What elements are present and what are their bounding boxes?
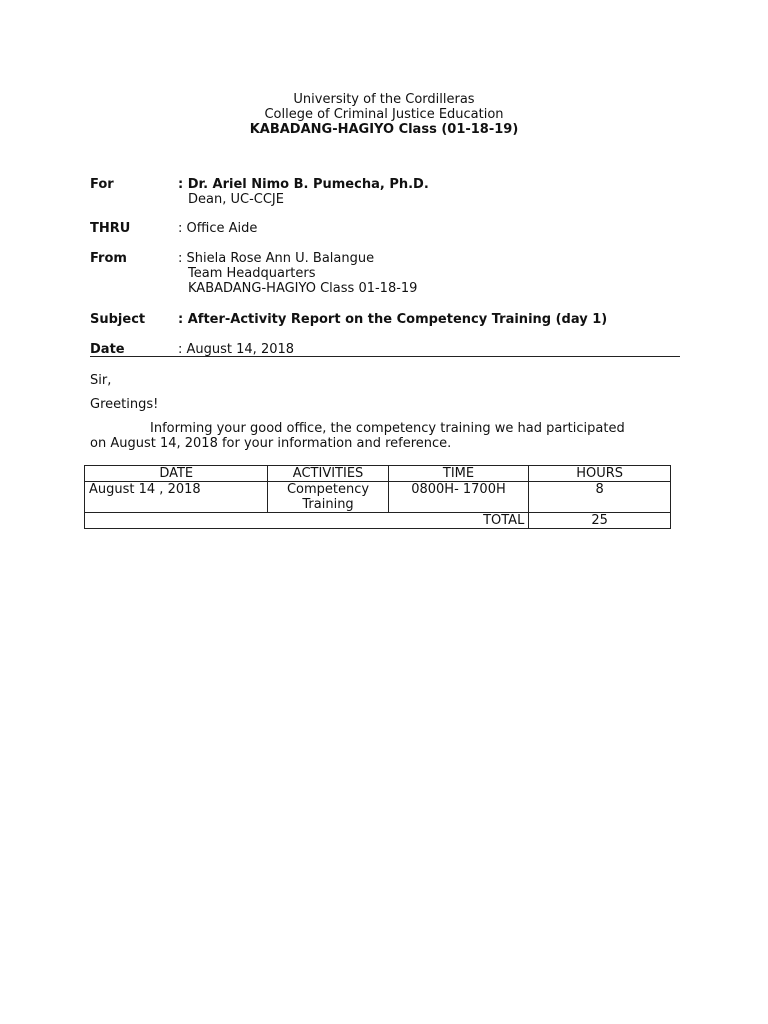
column-header-time: TIME [388, 466, 529, 482]
memo-date-value [178, 342, 294, 357]
memo-for-label: For [90, 177, 114, 192]
cell-date: August 14 , 2018 [85, 482, 268, 513]
activity-table [84, 465, 671, 529]
memo-thru-value [178, 221, 257, 236]
memo-from-label: From [90, 251, 127, 266]
salutation: Sir, [90, 373, 112, 388]
header-divider [90, 356, 680, 357]
column-header-activities: ACTIVITIES [268, 466, 388, 482]
activity-line-2: Training [302, 497, 354, 512]
university-name: University of the Cordilleras [293, 92, 475, 107]
class-name: KABADANG-HAGIYO Class (01-18-19) [249, 122, 519, 137]
memo-date-label: Date [90, 342, 125, 357]
sender-unit: Team Headquarters [188, 266, 316, 281]
column-header-date: DATE [85, 466, 268, 482]
body-line-1: Informing your good office, the competency training we had participated [150, 421, 625, 436]
cell-activity [268, 482, 388, 513]
table-row [85, 482, 671, 513]
activity-line-1: Competency [286, 482, 370, 497]
body-line-2: on August 14, 2018 for your information and reference. [90, 436, 452, 451]
letter-body [90, 421, 690, 451]
recipient-name: : Dr. Ariel Nimo B. Pumecha, Ph.D. [178, 177, 429, 192]
thru-value: : Office Aide [178, 221, 258, 236]
cell-hours: 8 [529, 482, 671, 513]
sender-class: KABADANG-HAGIYO Class 01-18-19 [188, 281, 418, 296]
subject-text: : After-Activity Report on the Competency Training (day 1) [178, 312, 608, 327]
column-header-hours: HOURS [529, 466, 671, 482]
sender-name: : Shiela Rose Ann U. Balangue [178, 251, 375, 266]
recipient-title: Dean, UC-CCJE [188, 192, 284, 207]
table-total-row [85, 513, 671, 529]
letterhead [0, 92, 768, 137]
total-label: TOTAL [85, 513, 529, 529]
date-text: : August 14, 2018 [178, 342, 295, 357]
memo-subject-label: Subject [90, 312, 146, 327]
cell-time: 0800H- 1700H [388, 482, 529, 513]
greeting: Greetings! [90, 397, 159, 412]
memo-thru-label: THRU [90, 221, 131, 236]
memo-from-value [178, 251, 417, 296]
memo-for-value [178, 177, 429, 207]
memo-subject-value [178, 312, 607, 327]
total-value: 25 [529, 513, 671, 529]
table-header-row [85, 466, 671, 482]
college-name: College of Criminal Justice Education [264, 107, 504, 122]
